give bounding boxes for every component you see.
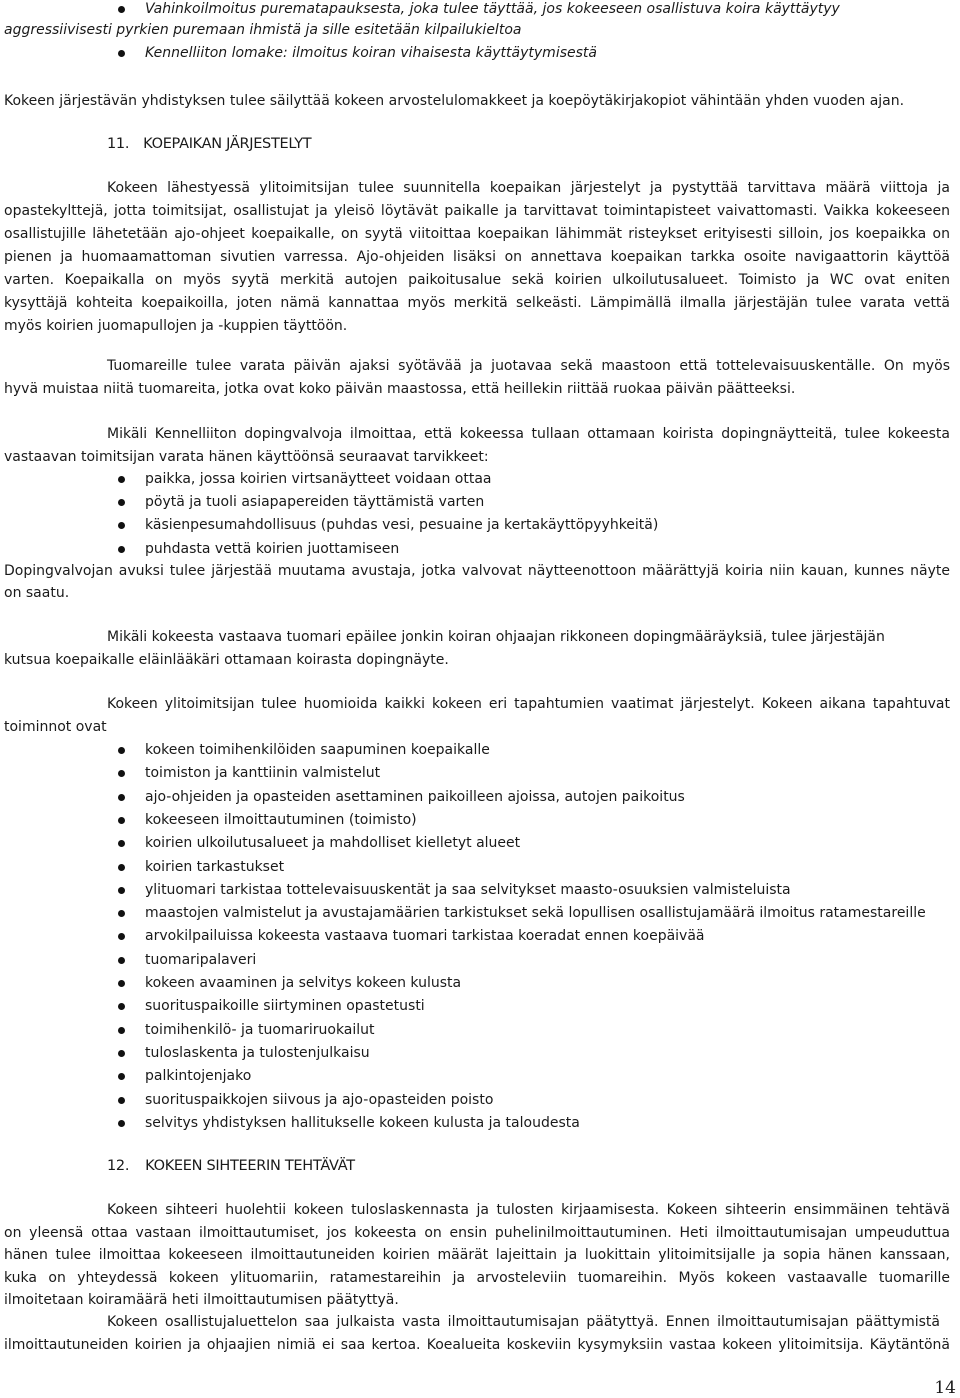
doping-item: pöytä ja tuoli asiapapereiden täyttämistä varten — [145, 494, 485, 510]
paragraph-line: pienen ja huomaamattoman sivutien varressa. Ajo-ohjeiden lisäksi on annettava koepaikan tarkka osoite navigaattorin käyttöä — [4, 249, 950, 265]
activity-item: toimihenkilö- ja tuomariruokailut — [145, 1021, 375, 1038]
section-number: 11. — [107, 136, 130, 152]
activity-item: tuomaripalaveri — [145, 951, 257, 968]
bullet-icon — [118, 1120, 125, 1127]
activity-item: kokeen toimihenkilöiden saapuminen koepaikalle — [145, 742, 490, 758]
bullet-item: Vahinkoilmoitus purematapauksesta, joka tulee täyttää, jos kokeeseen osallistuva koira käyttäytyy — [145, 1, 840, 17]
paragraph-line: on yleensä ottaa vastaan ilmoittautumiset, jos kokeesta on ensin puhelinilmoittautuminen. Heti ilmoittautumisajan umpeuduttua — [4, 1225, 950, 1241]
bullet-icon — [118, 1097, 125, 1104]
activity-item: suorituspaikkojen siivous ja ajo-opasteiden poisto — [145, 1091, 494, 1108]
bullet-item: Kennelliiton lomake: ilmoitus koiran vihaisesta käyttäytymisestä — [145, 45, 597, 61]
bullet-icon — [118, 887, 125, 894]
page-number: 14 — [934, 1378, 956, 1398]
bullet-icon — [118, 1027, 125, 1034]
activity-item: ajo-ohjeiden ja opasteiden asettaminen paikoilleen ajoissa, autojen paikoitus — [145, 788, 685, 805]
bullet-icon — [118, 6, 125, 13]
paragraph-line: hänen tulee ilmoittaa kokeeseen ilmoittautuneiden koirien määrät lajeittain ja luokittain ylitoimitsijalle ja sopia hänen kanssaan, — [4, 1247, 950, 1263]
paragraph-line: toiminnot ovat — [4, 719, 107, 735]
bullet-icon — [118, 499, 125, 506]
paragraph-line: Kokeen ylitoimitsijan tulee huomioida kaikki kokeen eri tapahtumien vaatimat järjestelyt. Kokeen aikana tapahtuvat — [107, 696, 950, 712]
bullet-icon — [118, 747, 125, 754]
activity-item: koirien ulkoilutusalueet ja mahdolliset kielletyt alueet — [145, 835, 521, 852]
paragraph-line: kuka on yhteydessä kokeen ylituomariin, ratamestareihin ja arvosteleviin tuomareihin. Myös kokeen vastaavalle tuomarille — [4, 1270, 950, 1286]
section-11-heading — [107, 135, 311, 153]
activity-item: kokeeseen ilmoittautuminen (toimisto) — [145, 811, 417, 828]
activity-item: ylituomari tarkistaa tottelevaisuuskentät ja saa selvitykset maasto-osuuksien valmisteluista — [145, 881, 791, 898]
bullet-icon — [118, 546, 125, 553]
activity-item: selvitys yhdistyksen hallitukselle kokeen kulusta ja taloudesta — [145, 1114, 580, 1131]
paragraph-line: Tuomareille tulee varata päivän ajaksi syötävää ja juotavaa sekä maastoon että tottelevaisuuskentälle. On myös — [107, 358, 950, 374]
paragraph-line: on saatu. — [4, 585, 70, 601]
paragraph-line: varten. Koepaikalla on myös syytä merkitä autojen paikoitusalue sekä koirien ulkoilutusalueet. Toimisto ja WC ovat eniten — [4, 272, 950, 288]
paragraph-line: ilmoittautuneiden koirien ja ohjaajien nimiä ei saa kertoa. Koealueita koskeviin kysymyksiin vastaa kokeen ylitoimitsija. Käytäntönä — [4, 1337, 950, 1353]
paragraph-line: opastekylttejä, jotta toimitsijat, osallistujat ja yleisö löytävät paikalle ja tarvittavat toimintapisteet vaivattomasti. Vaikka kokeeseen — [4, 203, 950, 219]
bullet-icon — [118, 980, 125, 987]
doping-item: paikka, jossa koirien virtsanäytteet voidaan ottaa — [145, 471, 492, 487]
bullet-icon — [118, 933, 125, 940]
activity-item: arvokilpailuissa kokeesta vastaava tuomari tarkistaa koeradat ennen koepäivää — [145, 928, 705, 945]
bullet-icon — [118, 864, 125, 871]
bullet-icon — [118, 817, 125, 824]
bullet-item-continuation: aggressiivisesti pyrkien puremaan ihmistä ja sille esitetään kilpailukieltoa — [4, 22, 522, 38]
bullet-icon — [118, 1073, 125, 1080]
section-number: 12. — [107, 1158, 130, 1174]
paragraph-line: Kokeen sihteeri huolehtii kokeen tuloslaskennasta ja tulosten kirjaamisesta. Kokeen sihteerin ensimmäinen tehtävä — [107, 1202, 950, 1218]
bullet-icon — [118, 957, 125, 964]
doping-item: puhdasta vettä koirien juottamiseen — [145, 541, 400, 557]
retention-note: Kokeen järjestävän yhdistyksen tulee säilyttää kokeen arvostelulomakkeet ja koepöytäkirjakopiot vähintään yhden vuoden ajan. — [4, 93, 905, 109]
activity-item: maastojen valmistelut ja avustajamäärien tarkistukset sekä lopullisen osallistujamäärä ilmoitus ratamestareille — [145, 905, 926, 922]
paragraph-line: Kokeen osallistujaluettelon saa julkaista vasta ilmoittautumisajan päätyttyä. Ennen ilmoittautumisajan päättymistä — [107, 1314, 940, 1330]
paragraph-line: ilmoitetaan koiramäärä heti ilmoittautumisen päätyttyä. — [4, 1292, 399, 1308]
paragraph-line: myös koirien juomapullojen ja -kuppien täyttöön. — [4, 318, 348, 334]
activity-item: palkintojenjako — [145, 1068, 252, 1085]
bullet-icon — [118, 476, 125, 483]
bullet-icon — [118, 1003, 125, 1010]
paragraph-line: Kokeen lähestyessä ylitoimitsijan tulee suunnitella koepaikan järjestelyt ja pystyttää tarvittava määrä viittoja ja — [107, 180, 950, 196]
section-title: KOKEEN SIHTEERIN TEHTÄVÄT — [145, 1158, 355, 1174]
bullet-icon — [118, 910, 125, 917]
paragraph-line: vastaavan toimitsijan varata hänen käyttöönsä seuraavat tarvikkeet: — [4, 449, 489, 465]
activity-item: tuloslaskenta ja tulostenjulkaisu — [145, 1044, 370, 1061]
paragraph-line: hyvä muistaa niitä tuomareita, jotka ovat koko päivän maastossa, että heillekin riittää ruokaa päivän päätteeksi. — [4, 381, 796, 397]
paragraph-line: kysyttäjä kohteita koepaikoilla, joten nämä kannattaa myös merkitä selkeästi. Lämpimällä ilmalla järjestäjän tulee varata vettä — [4, 295, 950, 311]
paragraph-line: osallistujille lähetetään ajo-ohjeet koepaikalle, on syytä viitoittaa koepaikan lähimmät risteykset erityisesti silloin, jos koepaikka on — [4, 226, 950, 242]
bullet-icon — [118, 50, 125, 57]
activity-item: toimiston ja kanttiinin valmistelut — [145, 765, 381, 782]
activity-item: suorituspaikoille siirtyminen opastetusti — [145, 998, 425, 1015]
bullet-icon — [118, 770, 125, 777]
doping-item: käsienpesumahdollisuus (puhdas vesi, pesuaine ja kertakäyttöpyyhkeitä) — [145, 517, 659, 533]
bullet-icon — [118, 794, 125, 801]
section-12-heading — [107, 1157, 355, 1175]
bullet-icon — [118, 840, 125, 847]
paragraph-line: Dopingvalvojan avuksi tulee järjestää muutama avustaja, jotka valvovat näytteenottoon määrättyjä koiria niin kauan, kunnes näyte — [4, 563, 950, 579]
paragraph-line: kutsua koepaikalle eläinlääkäri ottamaan koirasta dopingnäyte. — [4, 652, 449, 668]
activity-item: koirien tarkastukset — [145, 858, 285, 875]
activity-item: kokeen avaaminen ja selvitys kokeen kulusta — [145, 975, 462, 991]
paragraph-line: Mikäli Kennelliiton dopingvalvoja ilmoittaa, että kokeessa tullaan ottamaan koirista dopingnäytteitä, tulee kokeesta — [107, 426, 950, 442]
section-title: KOEPAIKAN JÄRJESTELYT — [143, 136, 312, 152]
bullet-icon — [118, 522, 125, 529]
bullet-icon — [118, 1050, 125, 1057]
paragraph-line: Mikäli kokeesta vastaava tuomari epäilee jonkin koiran ohjaajan rikkoneen dopingmääräyksiä, tulee järjestäjän — [107, 629, 885, 645]
